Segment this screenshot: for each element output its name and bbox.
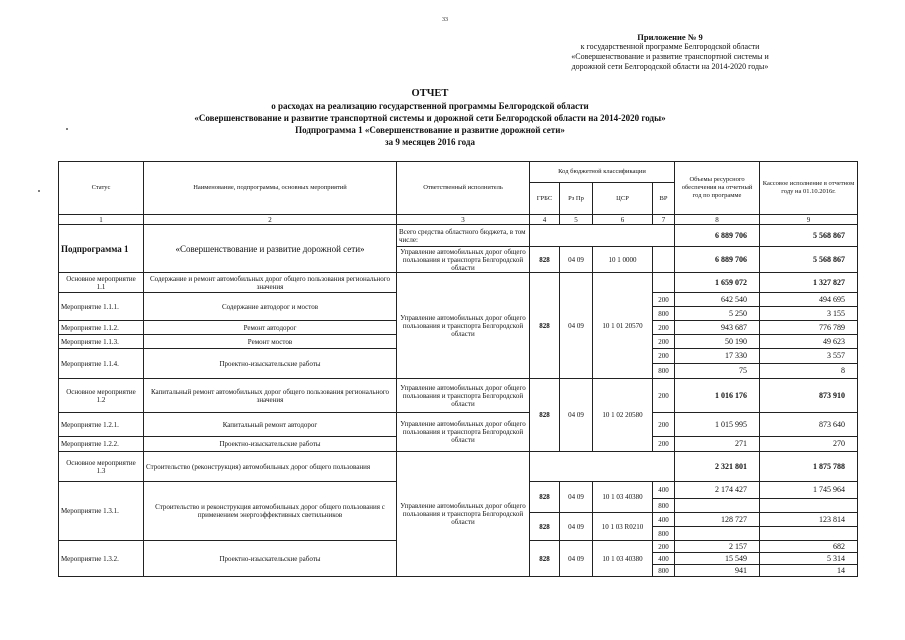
event-name: Содержание автодорог и мостов	[144, 293, 397, 321]
vr-value: 200	[653, 335, 675, 349]
subprogram-name: «Совершенствование и развитие дорожной сети»	[144, 225, 397, 273]
vr-value: 200	[653, 541, 675, 553]
event-name: Проектно-изыскательские работы	[144, 349, 397, 379]
appendix-line: «Совершенствование и развитие транспортной системы и	[571, 52, 769, 61]
rzpr-value: 04 09	[560, 482, 593, 513]
empty-cell	[675, 527, 760, 541]
expenses-table	[58, 161, 858, 577]
appendix-header	[520, 32, 820, 72]
subprogram-status: Подпрограмма 1	[59, 225, 144, 273]
volume-value: 6 889 706	[675, 225, 760, 247]
executor: Управление автомобильных дорог общего пользования и транспорта Белгородской области	[397, 273, 530, 379]
volume-value: 2 174 427	[675, 482, 760, 499]
header-csr: ЦСР	[593, 183, 653, 215]
header-volume: Объемы ресурсного обеспечения на отчетный год по программе	[675, 162, 760, 215]
volume-value: 271	[675, 437, 760, 452]
col-number: 7	[653, 215, 675, 225]
cash-value: 873 640	[760, 413, 858, 437]
event-name: Строительство и реконструкция автомобильных дорог общего пользования с применением энергоэффективных светильников	[144, 482, 397, 541]
empty-cell	[530, 452, 675, 482]
scan-speck	[66, 128, 68, 130]
report-line: о расходах на реализацию государственной программы Белгородской области	[271, 101, 589, 111]
empty-cell	[653, 273, 675, 293]
rzpr-value: 04 09	[560, 273, 593, 379]
report-line: «Совершенствование и развитие транспортной системы и дорожной сети Белгородской области на 2014-2020 годы»	[194, 113, 666, 123]
volume-value: 17 330	[675, 349, 760, 364]
main-event-status: Основное мероприятие 1.2	[59, 379, 144, 413]
rzpr-value: 04 09	[560, 541, 593, 577]
cash-value: 3 557	[760, 349, 858, 364]
vr-value: 200	[653, 349, 675, 364]
rzpr-value: 04 09	[560, 379, 593, 452]
vr-value: 400	[653, 513, 675, 527]
event-status: Мероприятие 1.1.1.	[59, 293, 144, 321]
appendix-line: к государственной программе Белгородской области	[580, 42, 760, 51]
csr-value: 10 1 03 R0210	[593, 513, 653, 541]
volume-value: 1 016 176	[675, 379, 760, 413]
page-number: 33	[442, 17, 448, 23]
col-number: 1	[59, 215, 144, 225]
volume-value: 6 889 706	[675, 247, 760, 273]
col-number: 5	[560, 215, 593, 225]
vr-value: 200	[653, 379, 675, 413]
grbs-value: 828	[530, 379, 560, 452]
header-status: Статус	[59, 162, 144, 215]
volume-value: 75	[675, 364, 760, 379]
event-status: Мероприятие 1.1.2.	[59, 321, 144, 335]
volume-value: 50 190	[675, 335, 760, 349]
cash-value: 494 695	[760, 293, 858, 307]
header-vr: ВР	[653, 183, 675, 215]
cash-value: 5 568 867	[760, 247, 858, 273]
volume-value: 1 015 995	[675, 413, 760, 437]
rzpr-value: 04 09	[560, 513, 593, 541]
csr-value: 10 1 03 40380	[593, 482, 653, 513]
executor-total: Всего средства областного бюджета, в том числе:	[397, 225, 530, 247]
volume-value: 2 321 801	[675, 452, 760, 482]
cash-value: 873 910	[760, 379, 858, 413]
cash-value: 270	[760, 437, 858, 452]
main-event-name: Содержание и ремонт автомобильных дорог общего пользования регионального значения	[144, 273, 397, 293]
csr-value: 10 1 03 40380	[593, 541, 653, 577]
grbs-value: 828	[530, 247, 560, 273]
executor: Управление автомобильных дорог общего пользования и транспорта Белгородской области	[397, 247, 530, 273]
scan-speck	[38, 190, 40, 192]
cash-value: 14	[760, 565, 858, 577]
empty-cell	[653, 247, 675, 273]
executor: Управление автомобильных дорог общего пользования и транспорта Белгородской области	[397, 379, 530, 413]
vr-value: 200	[653, 437, 675, 452]
main-event-name: Капитальный ремонт автомобильных дорог общего пользования регионального значения	[144, 379, 397, 413]
volume-value: 1 659 072	[675, 273, 760, 293]
appendix-line: дорожной сети Белгородской области на 2014-2020 годы»	[571, 62, 769, 71]
event-status: Мероприятие 1.3.1.	[59, 482, 144, 541]
executor: Управление автомобильных дорог общего пользования и транспорта Белгородской области	[397, 413, 530, 452]
volume-value: 5 250	[675, 307, 760, 321]
cash-value: 682	[760, 541, 858, 553]
grbs-value: 828	[530, 513, 560, 541]
event-status: Мероприятие 1.1.4.	[59, 349, 144, 379]
col-number: 4	[530, 215, 560, 225]
report-line: Подпрограмма 1 «Совершенствование и развитие дорожной сети»	[295, 125, 565, 135]
event-name: Ремонт автодорог	[144, 321, 397, 335]
vr-value: 800	[653, 565, 675, 577]
volume-value: 2 157	[675, 541, 760, 553]
header-grbs: ГРБС	[530, 183, 560, 215]
cash-value: 1 745 964	[760, 482, 858, 499]
event-status: Мероприятие 1.2.2.	[59, 437, 144, 452]
appendix-title: Приложение № 9	[637, 32, 703, 42]
cash-value: 1 327 827	[760, 273, 858, 293]
vr-value: 800	[653, 307, 675, 321]
volume-value: 642 540	[675, 293, 760, 307]
volume-value: 15 549	[675, 553, 760, 565]
rzpr-value: 04 09	[560, 247, 593, 273]
event-name: Ремонт мостов	[144, 335, 397, 349]
header-rzpr: Рз Пр	[560, 183, 593, 215]
cash-value: 1 875 788	[760, 452, 858, 482]
cash-value: 776 789	[760, 321, 858, 335]
event-status: Мероприятие 1.3.2.	[59, 541, 144, 577]
header-name: Наименование, подпрограммы, основных мероприятий	[144, 162, 397, 215]
csr-value: 10 1 01 20570	[593, 273, 653, 379]
csr-value: 10 1 0000	[593, 247, 653, 273]
header-budget-code: Код бюджетной классификации	[530, 162, 675, 183]
header-executor: Ответственный исполнитель	[397, 162, 530, 215]
grbs-value: 828	[530, 482, 560, 513]
empty-cell	[760, 527, 858, 541]
cash-value: 5 568 867	[760, 225, 858, 247]
report-title: ОТЧЕТ	[411, 88, 449, 99]
col-number: 2	[144, 215, 397, 225]
vr-value: 200	[653, 413, 675, 437]
vr-value: 800	[653, 527, 675, 541]
event-name: Капитальный ремонт автодорог	[144, 413, 397, 437]
event-status: Мероприятие 1.2.1.	[59, 413, 144, 437]
cash-value: 5 314	[760, 553, 858, 565]
cash-value: 49 623	[760, 335, 858, 349]
event-status: Мероприятие 1.1.3.	[59, 335, 144, 349]
vr-value: 200	[653, 293, 675, 307]
volume-value: 943 687	[675, 321, 760, 335]
event-name: Проектно-изыскательские работы	[144, 541, 397, 577]
vr-value: 800	[653, 499, 675, 513]
col-number: 9	[760, 215, 858, 225]
volume-value: 128 727	[675, 513, 760, 527]
empty-cell	[530, 225, 675, 247]
vr-value: 200	[653, 321, 675, 335]
main-event-status: Основное мероприятие 1.3	[59, 452, 144, 482]
main-event-status: Основное мероприятие 1.1	[59, 273, 144, 293]
volume-value: 941	[675, 565, 760, 577]
header-cash: Кассовое исполнение в отчетном году на 01.10.2016г.	[760, 162, 858, 215]
empty-cell	[760, 499, 858, 513]
main-event-name: Строительство (реконструкция) автомобильных дорог общего пользования	[144, 452, 397, 482]
vr-value: 800	[653, 364, 675, 379]
col-number: 3	[397, 215, 530, 225]
executor: Управление автомобильных дорог общего пользования и транспорта Белгородской области	[397, 452, 530, 577]
report-line: за 9 месяцев 2016 года	[385, 137, 475, 147]
cash-value: 3 155	[760, 307, 858, 321]
cash-value: 123 814	[760, 513, 858, 527]
event-name: Проектно-изыскательские работы	[144, 437, 397, 452]
csr-value: 10 1 02 20580	[593, 379, 653, 452]
cash-value: 8	[760, 364, 858, 379]
vr-value: 400	[653, 482, 675, 499]
report-titles	[150, 88, 710, 148]
col-number: 6	[593, 215, 653, 225]
grbs-value: 828	[530, 273, 560, 379]
col-number: 8	[675, 215, 760, 225]
grbs-value: 828	[530, 541, 560, 577]
vr-value: 400	[653, 553, 675, 565]
empty-cell	[675, 499, 760, 513]
